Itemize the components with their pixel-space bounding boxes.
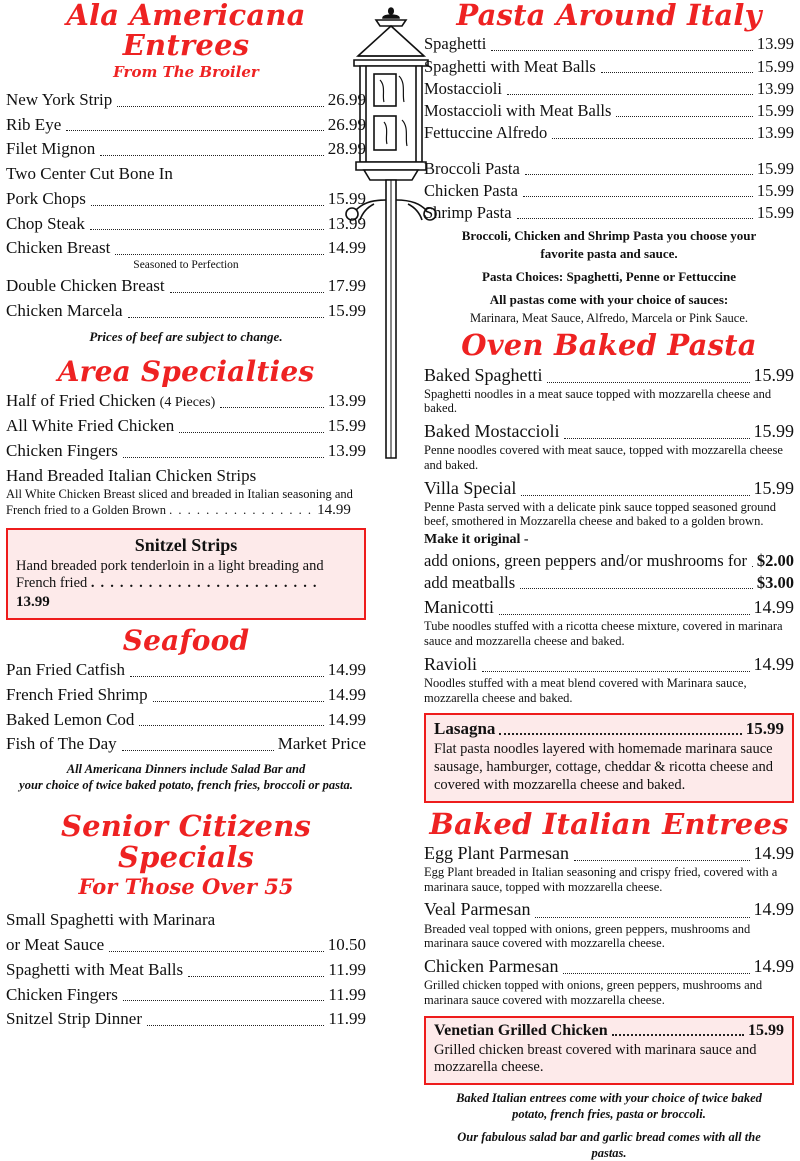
item-description: All White Chicken Breast sliced and breaded in Italian seasoning and French fried to a Golden Brown . . . . . . . . . . . . . . . . 14.99: [6, 487, 353, 519]
item-price: 13.99: [327, 440, 366, 460]
addon-price: $2.00: [756, 551, 794, 571]
menu-item-row: [424, 652, 794, 676]
menu-item-row: [6, 211, 366, 236]
leader-dots: [520, 588, 753, 589]
americana-dinners-footnote-line1: All Americana Dinners include Salad Bar and: [66, 762, 306, 777]
item-price: 14.99: [753, 956, 794, 976]
addon-name: add meatballs: [424, 573, 516, 593]
item-price: 15.99: [753, 421, 794, 442]
item-name: Small Spaghetti with Marinara: [6, 910, 216, 930]
menu-item-row: [6, 932, 366, 957]
leader-dots: [752, 566, 753, 567]
baked-italian-footnote-line1: Baked Italian entrees come with your choice of twice baked: [456, 1090, 762, 1105]
leader-dots: [601, 72, 753, 73]
section-title-seafood: Seafood: [122, 623, 250, 657]
leader-dots: [517, 218, 753, 219]
item-name: Ravioli: [424, 653, 477, 674]
leader-dots: [109, 951, 324, 952]
leader-dots: [523, 196, 753, 197]
addon-row: [424, 549, 794, 571]
salad-bar-footnote-line1: Our fabulous salad bar and garlic bread comes with all the: [457, 1130, 761, 1145]
leader-dots: [612, 1034, 744, 1036]
menu-item-row: [6, 161, 366, 186]
leader-dots: [66, 130, 324, 131]
section-title-americana: Ala Americana Entrees: [66, 0, 306, 63]
item-name: Baked Mostaccioli: [424, 421, 560, 442]
item-price: 10.50: [327, 935, 366, 955]
item-name: Spaghetti: [424, 34, 487, 54]
item-name: Mostaccioli: [424, 78, 502, 98]
item-name: Manicotti: [424, 597, 494, 618]
pasta-note-line2: favorite pasta and sauce.: [540, 246, 678, 262]
item-name: Chicken Fingers: [6, 440, 118, 460]
item-name: Double Chicken Breast: [6, 276, 165, 296]
item-name: Villa Special: [424, 477, 517, 498]
item-price: 15.99: [756, 100, 794, 120]
item-price: 14.99: [327, 684, 366, 704]
left-column: [6, 0, 366, 1031]
item-description: Spaghetti noodles in a meat sauce topped with mozzarella cheese and baked.: [424, 386, 772, 416]
venetian-grilled-chicken-special-box: [424, 1016, 794, 1085]
menu-item-row: [434, 719, 784, 739]
item-name: Hand Breaded Italian Chicken Strips: [6, 465, 257, 485]
leader-dots: [117, 106, 323, 107]
item-name: Filet Mignon: [6, 139, 96, 159]
menu-item-row: [424, 157, 794, 179]
special-description: Hand breaded pork tenderloin in a light breading and French fried . . . . . . . . . . . . . . . . . . . . . . . . 13.99: [16, 557, 324, 611]
section-subtitle-over-55: For Those Over 55: [78, 874, 294, 900]
menu-item-row: [424, 595, 794, 619]
item-price: Market Price: [277, 734, 366, 754]
item-price: 17.99: [327, 276, 366, 296]
leader-dots: [616, 116, 752, 117]
leader-dots: [178, 180, 362, 181]
leader-dots: [535, 917, 749, 918]
item-name: All White Fried Chicken: [6, 416, 175, 436]
item-name: Pork Chops: [6, 188, 86, 208]
item-description: Flat pasta noodles layered with homemade marinara sauce sausage, hamburger, cottage, cheddar & ricotta cheese and covered with mozzarella cheese and baked.: [434, 741, 773, 793]
item-price: 14.99: [327, 238, 366, 258]
section-title-baked-italian-entrees: Baked Italian Entrees: [429, 806, 789, 841]
item-name: French Fried Shrimp: [6, 684, 148, 704]
leader-dots: [499, 733, 741, 735]
leader-dots: [130, 676, 324, 677]
menu-item-row: [6, 657, 366, 682]
item-price: 14.99: [317, 502, 351, 519]
chicken-breast-note: Seasoned to Perfection: [133, 259, 239, 272]
menu-item-row: [6, 982, 366, 1007]
addon-name: add onions, green peppers and/or mushrooms for: [424, 551, 748, 571]
item-name: Fettuccine Alfredo: [424, 122, 548, 142]
item-price: 15.99: [327, 188, 366, 208]
leader-dots: [90, 229, 324, 230]
item-name: Chicken Pasta: [424, 181, 518, 201]
item-name: Baked Spaghetti: [424, 364, 543, 385]
leader-dots: [491, 50, 753, 51]
menu-item-row: [424, 363, 794, 387]
item-price: 14.99: [753, 842, 794, 863]
menu-item-row: [6, 87, 366, 112]
baked-italian-footnote-line2: potato, french fries, pasta or broccoli.: [512, 1106, 706, 1121]
item-name: Snitzel Strip Dinner: [6, 1009, 142, 1029]
menu-item-row: [6, 112, 366, 137]
item-price: 14.99: [753, 653, 794, 674]
addon-price: $3.00: [756, 573, 794, 593]
description-text: Hand breaded pork tenderloin in a light breading and French fried: [16, 557, 324, 592]
menu-item-row: [424, 419, 794, 443]
menu-item-row: [6, 298, 366, 323]
leader-dots: [100, 155, 323, 156]
leader-dots: [563, 973, 749, 974]
make-it-original-heading: Make it original -: [424, 532, 529, 548]
item-name: Lasagna: [434, 719, 496, 739]
item-name: Egg Plant Parmesan: [424, 842, 569, 863]
leader-dots: [525, 174, 753, 175]
leader-dots: [574, 860, 750, 861]
item-name: Veal Parmesan: [424, 899, 531, 920]
menu-item-row: [6, 235, 366, 260]
item-name: Chop Steak: [6, 213, 85, 233]
item-price: 13.99: [327, 391, 366, 411]
description-text: All White Chicken Breast sliced and breaded in Italian seasoning and French fried to a Golden Brown: [6, 487, 353, 518]
item-name: Two Center Cut Bone In: [6, 164, 173, 184]
item-price: 14.99: [327, 660, 366, 680]
section-title-senior-specials: Senior Citizens Specials: [60, 809, 312, 874]
item-description: Egg Plant breaded in Italian seasoning and crispy fried, covered with a marinara sauce, topped with mozzarella cheese.: [424, 864, 778, 894]
item-price: 13.99: [756, 34, 794, 54]
beef-price-footnote: Prices of beef are subject to change.: [89, 328, 283, 344]
leader-dots: [115, 254, 323, 255]
leader-dots: [188, 976, 324, 977]
item-description: Noodles stuffed with a meat blend covered with Marinara sauce, mozzarella cheese and baked.: [424, 675, 747, 705]
menu-item-row: [424, 55, 794, 77]
item-price: 14.99: [327, 709, 366, 729]
menu-item-row: [6, 957, 366, 982]
pasta-choices: Pasta Choices: Spaghetti, Penne or Fettuccine: [482, 269, 736, 285]
item-price: 26.99: [327, 114, 366, 134]
menu-item-row: [6, 1006, 366, 1031]
item-description: Breaded veal topped with onions, green peppers, mushrooms and marinara sauce covered with mozzarella cheese.: [424, 921, 751, 951]
item-price: 11.99: [328, 984, 366, 1004]
item-price: 15.99: [753, 364, 794, 385]
item-description: Grilled chicken topped with onions, green peppers, mushrooms and marinara sauce covered with mozzarella cheese.: [424, 978, 763, 1007]
menu-item-row: [6, 136, 366, 161]
menu-item-row: [424, 897, 794, 921]
item-name: Shrimp Pasta: [424, 203, 512, 223]
item-price: 15.99: [756, 158, 794, 178]
leader-dots: [499, 614, 750, 615]
item-price: 15.99: [753, 477, 794, 498]
item-description: Penne noodles covered with meat sauce, topped with mozzarella cheese and baked.: [424, 443, 783, 472]
menu-item-row: [424, 99, 794, 121]
leader-dots: [507, 94, 753, 95]
item-price: 11.99: [328, 959, 366, 979]
item-price: 13.99: [327, 213, 366, 233]
item-description: Grilled chicken breast covered with marinara sauce and mozzarella cheese.: [434, 1041, 757, 1076]
item-price: 15.99: [756, 203, 794, 223]
item-price: 15.99: [745, 719, 784, 739]
item-name: Chicken Marcela: [6, 300, 123, 320]
item-price: 11.99: [328, 1009, 366, 1029]
item-name: Baked Lemon Cod: [6, 709, 135, 729]
item-name: Venetian Grilled Chicken: [434, 1021, 608, 1039]
menu-item-row: [6, 388, 366, 413]
item-price: 13.99: [16, 594, 50, 611]
menu-item-row: [6, 707, 366, 732]
leader-dots: [139, 725, 323, 726]
leader-dots: [547, 382, 749, 383]
item-price: 14.99: [753, 597, 794, 618]
leader-dots: [123, 1000, 324, 1001]
salad-bar-footnote-line2: pastas.: [591, 1145, 627, 1160]
menu-item-row: [424, 32, 794, 54]
item-price: 15.99: [327, 416, 366, 436]
leader-dots: [179, 432, 324, 433]
leader-dots: [170, 292, 324, 293]
addon-row: [424, 571, 794, 593]
leader-dots: [122, 750, 274, 751]
item-name: Mostaccioli with Meat Balls: [424, 100, 612, 120]
americana-dinners-footnote-line2: your choice of twice baked potato, french fries, broccoli or pasta.: [19, 777, 353, 792]
leader-dots: [521, 495, 749, 496]
leader-dots: [564, 438, 749, 439]
menu-item-row: [6, 413, 366, 438]
item-name: Half of Fried Chicken: [6, 391, 156, 411]
item-description: Penne Pasta served with a delicate pink sauce topped seasoned ground beef, smothered in Mozzarella cheese and baked to a golden brown.: [424, 499, 776, 529]
item-name: New York Strip: [6, 89, 113, 109]
menu-item-row: [424, 841, 794, 865]
menu-item-row: [424, 954, 794, 978]
menu-item-row: [6, 186, 366, 211]
menu-item-row: [6, 731, 366, 756]
section-title-area-specialties: Area Specialties: [57, 354, 315, 388]
item-name: Chicken Breast: [6, 238, 111, 258]
item-name: Spaghetti with Meat Balls: [424, 56, 596, 76]
item-price: 13.99: [756, 122, 794, 142]
special-title: Snitzel Strips: [134, 534, 238, 555]
sauces-list: Marinara, Meat Sauce, Alfredo, Marcela or Pink Sauce.: [469, 310, 749, 325]
item-name: or Meat Sauce: [6, 935, 105, 955]
menu-item-row: [6, 273, 366, 298]
item-price: 28.99: [327, 139, 366, 159]
item-name: Pan Fried Catfish: [6, 660, 125, 680]
item-name: Broccoli Pasta: [424, 158, 520, 178]
item-price: 26.99: [327, 89, 366, 109]
leader-dots: [153, 701, 324, 702]
section-title-oven-baked-pasta: Oven Baked Pasta: [461, 328, 757, 363]
menu-item-row: [6, 463, 366, 488]
leader-dots: [220, 407, 324, 408]
leader-dots: [482, 671, 750, 672]
leader-dots: [128, 317, 324, 318]
pasta-note-line1: Broccoli, Chicken and Shrimp Pasta you choose your: [461, 228, 757, 244]
item-name: Rib Eye: [6, 114, 62, 134]
item-description: Tube noodles stuffed with a ricotta cheese mixture, covered in marinara sauce and mozzarella cheese and baked.: [424, 619, 783, 649]
menu-item-row: [424, 121, 794, 143]
item-price: 15.99: [327, 300, 366, 320]
menu-item-row: [6, 438, 366, 463]
leader-dots: [123, 457, 324, 458]
sauces-heading: All pastas come with your choice of sauces:: [489, 291, 729, 307]
item-name: Fish of The Day: [6, 734, 117, 754]
right-column: [424, 0, 794, 1161]
menu-item-row: [424, 476, 794, 500]
item-price: 14.99: [753, 899, 794, 920]
item-name: Spaghetti with Meat Balls: [6, 959, 184, 979]
section-subtitle-broiler: From The Broiler: [113, 62, 259, 81]
item-qty: (4 Pieces): [159, 395, 216, 411]
menu-item-row: [434, 1022, 784, 1040]
menu-item-row: [6, 907, 366, 932]
item-name: Chicken Parmesan: [424, 956, 559, 976]
leader-dots: [552, 138, 753, 139]
leader-dots: [91, 205, 324, 206]
leader-dots: [147, 1025, 324, 1026]
item-price: 13.99: [756, 78, 794, 98]
menu-item-row: [424, 179, 794, 201]
item-price: 15.99: [756, 181, 794, 201]
item-price: 15.99: [748, 1021, 784, 1039]
lasagna-special-box: [424, 713, 794, 802]
item-price: 15.99: [756, 56, 794, 76]
menu-item-row: [6, 682, 366, 707]
snitzel-strips-special-box: [6, 528, 366, 620]
menu-item-row: [424, 77, 794, 99]
menu-item-row: [424, 201, 794, 223]
item-name: Chicken Fingers: [6, 984, 118, 1004]
section-title-pasta-around-italy: Pasta Around Italy: [456, 0, 762, 32]
